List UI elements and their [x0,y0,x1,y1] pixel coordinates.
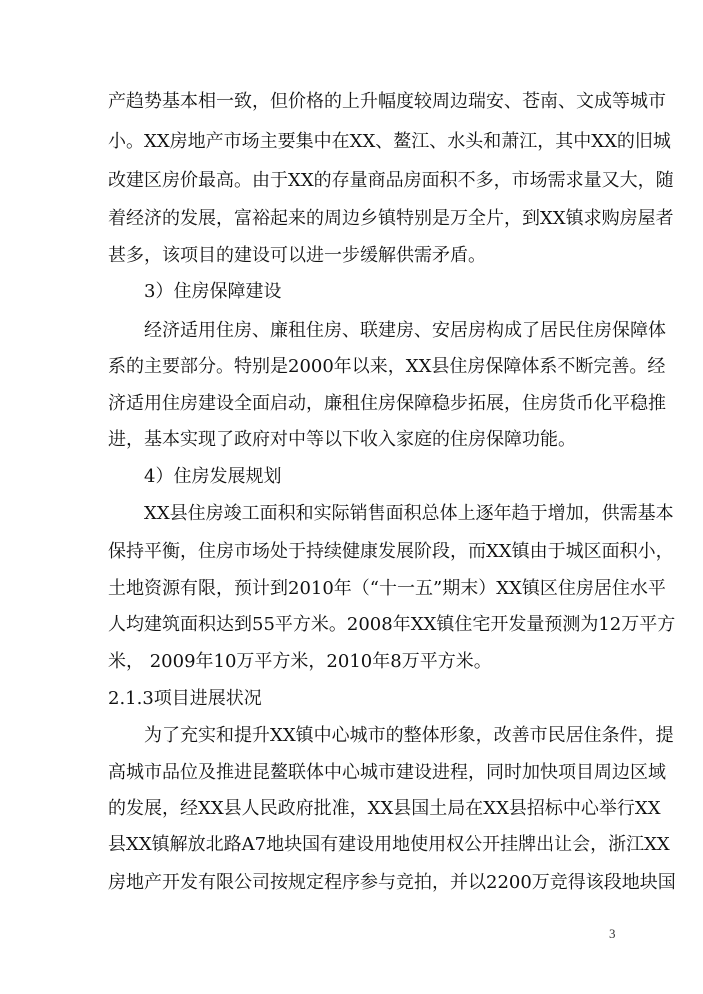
page-number: 3 [609,926,616,941]
text-line: 产趋势基本相一致，但价格的上升幅度较周边瑞安、苍南、文成等城市 [108,91,666,112]
text-line: 济适用住房建设全面启动，廉租住房保障稳步拓展，住房货币化平稳推 [108,393,666,414]
text-line: 系的主要部分。特别是2000年以来，XX县住房保障体系不断完善。经 [108,356,666,377]
text-line: 县XX镇解放北路A7地块国有建设用地使用权公开挂牌出让会，浙江XX [108,834,670,855]
text-line: 甚多，该项目的建设可以进一步缓解供需矛盾。 [108,245,486,266]
text-line: 的发展，经XX县人民政府批准，XX县国土局在XX县招标中心举行XX [108,798,661,819]
text-line: 经济适用住房、廉租住房、联建房、安居房构成了居民住房保障体 [144,320,666,341]
text-line: 保持平衡，住房市场处于持续健康发展阶段，而XX镇由于城区面积小， [108,541,674,562]
text-line: 为了充实和提升XX镇中心城市的整体形象，改善市民居住条件，提 [144,725,674,746]
text-line: 着经济的发展，富裕起来的周边乡镇特别是万全片，到XX镇求购房屋者 [108,208,674,229]
section-heading: 2.1.3项目进展状况 [108,688,262,709]
text-line: 土地资源有限，预计到2010年（“十一五”期末）XX镇区住房居住水平 [108,578,666,599]
text-line: 人均建筑面积达到55平方米。2008年XX镇住宅开发量预测为12万平方 [108,614,676,635]
text-line: 小。XX房地产市场主要集中在XX、鳌江、水头和萧江，其中XX的旧城 [108,131,671,152]
section-heading: 4）住房发展规划 [144,466,282,487]
text-line: XX县住房竣工面积和实际销售面积总体上逐年趋于增加，供需基本 [144,503,674,524]
text-line: 进，基本实现了政府对中等以下收入家庭的住房保障功能。 [108,429,576,450]
text-line: 房地产开发有限公司按规定程序参与竞拍，并以2200万竞得该段地块国 [108,872,676,893]
text-line: 改建区房价最高。由于XX的存量商品房面积不多，市场需求量又大，随 [108,170,674,191]
text-line: 米， 2009年10万平方米，2010年8万平方米。 [108,651,492,672]
section-heading: 3）住房保障建设 [144,281,282,302]
text-line: 高城市品位及推进昆鳌联体中心城市建设进程，同时加快项目周边区域 [108,762,666,783]
